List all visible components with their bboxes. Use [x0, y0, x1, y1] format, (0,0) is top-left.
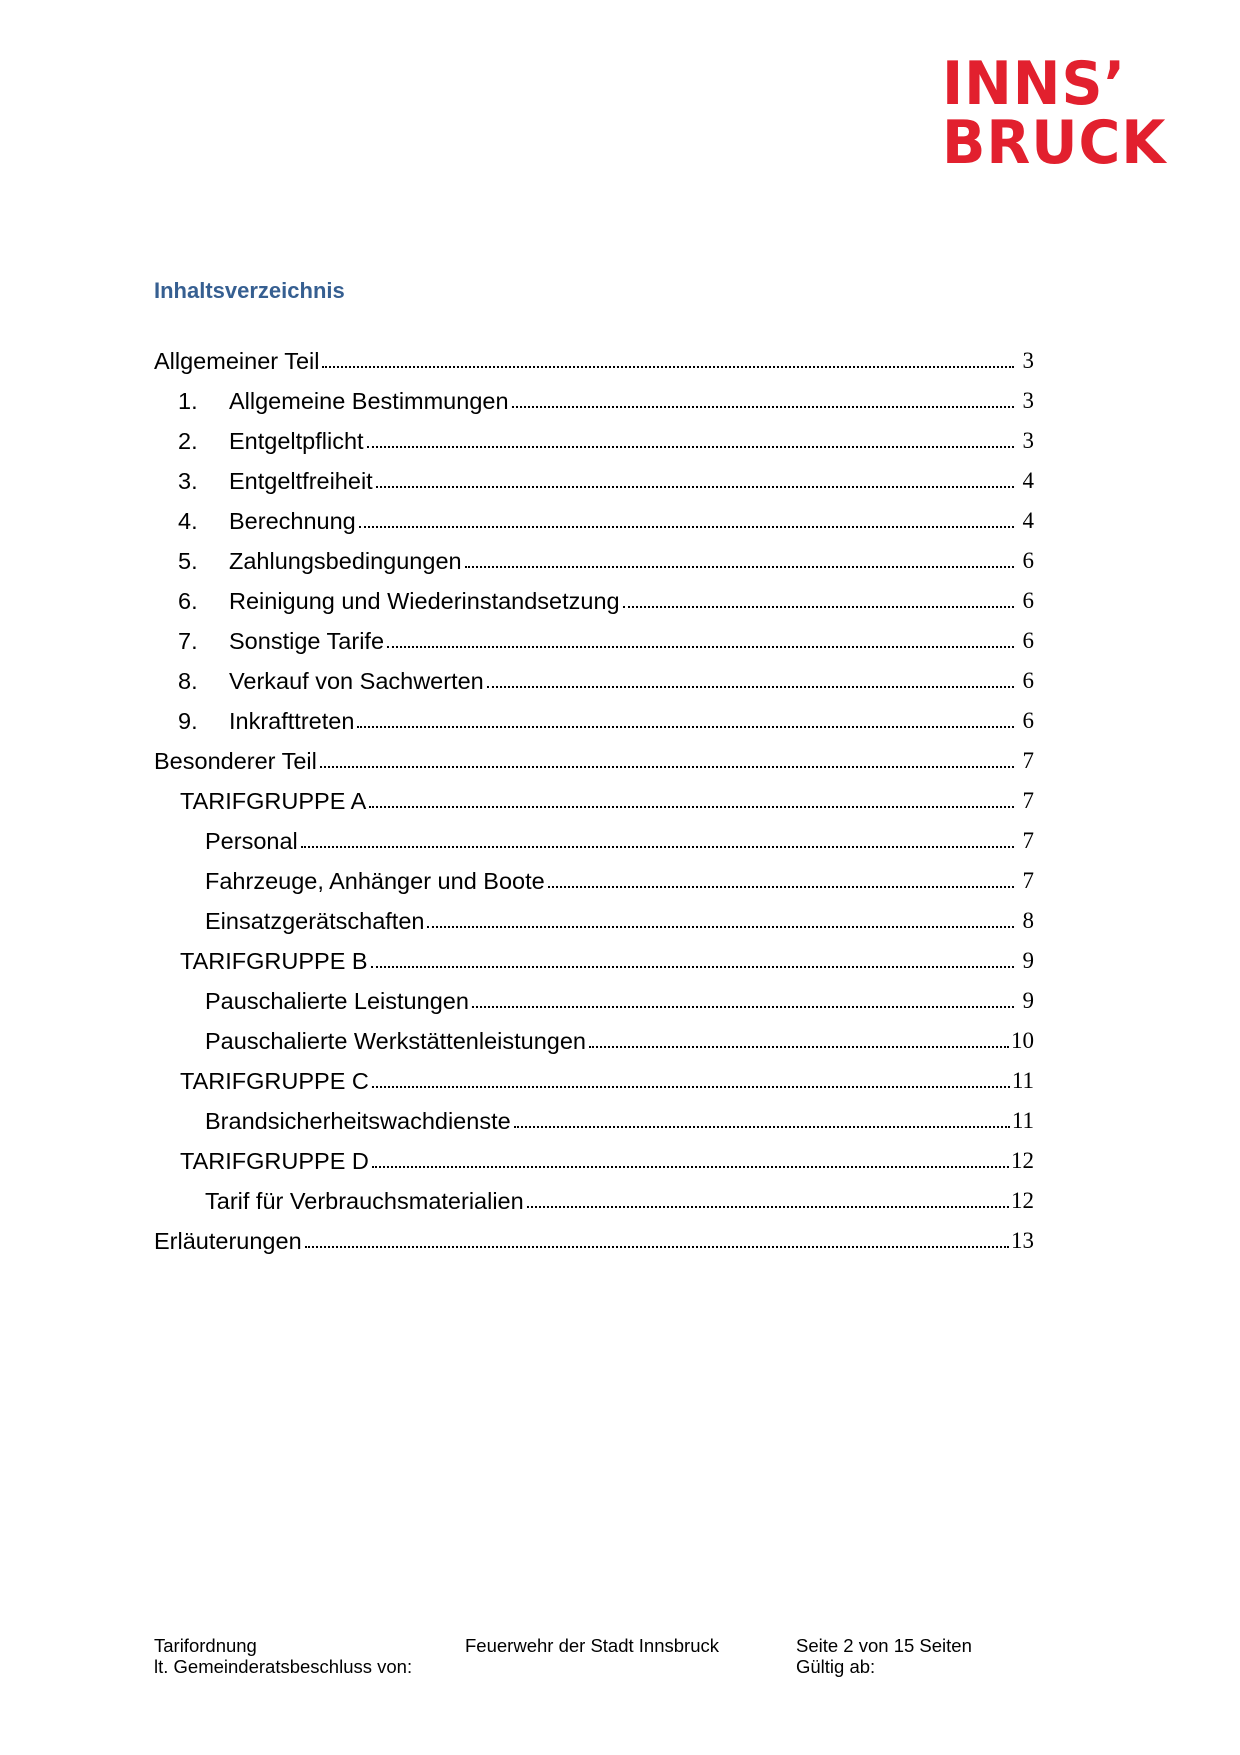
toc-dot-leader: [387, 646, 1014, 648]
toc-entry-label: Entgeltfreiheit: [229, 468, 373, 494]
toc-entry-label: Allgemeiner Teil: [154, 348, 320, 374]
toc-dot-leader: [369, 806, 1014, 808]
toc-entry-page-number: 10: [1011, 1028, 1034, 1053]
toc-dot-leader: [301, 846, 1014, 848]
toc-entry-page-number: 11: [1011, 1068, 1034, 1093]
toc-entry-page-number: 4: [1022, 468, 1034, 493]
toc-entry-page-number: 4: [1022, 508, 1034, 533]
toc-dot-leader: [359, 526, 1014, 528]
logo-line-2: BRUCK: [942, 108, 1167, 178]
toc-dot-leader: [357, 726, 1014, 728]
footer-valid-from: Gültig ab:: [796, 1656, 876, 1677]
toc-entry[interactable]: [154, 615, 1034, 655]
toc-dot-leader: [472, 1006, 1014, 1008]
toc-entry-number: 4.: [178, 508, 198, 534]
toc-entry-page-number: 3: [1022, 348, 1034, 373]
toc-entry[interactable]: [154, 855, 1034, 895]
toc-entry-page-number: 6: [1022, 708, 1034, 733]
toc-dot-leader: [371, 966, 1014, 968]
toc-entry[interactable]: [154, 375, 1034, 415]
toc-entry-label: Fahrzeuge, Anhänger und Boote: [205, 868, 545, 894]
toc-entry-page-number: 7: [1022, 748, 1034, 773]
table-of-contents: [154, 335, 1034, 1255]
toc-dot-leader: [372, 1166, 1009, 1168]
toc-entry[interactable]: [154, 975, 1034, 1015]
toc-entry-page-number: 11: [1011, 1108, 1034, 1133]
logo-line-1: INNS’: [942, 49, 1127, 119]
toc-entry[interactable]: [154, 1015, 1034, 1055]
footer-document-title: Tarifordnung: [154, 1635, 257, 1656]
innsbruck-logo: [942, 49, 1190, 181]
footer-council-resolution: lt. Gemeinderatsbeschluss von:: [154, 1656, 413, 1677]
toc-entry-label: Personal: [205, 828, 298, 854]
toc-entry-label: TARIFGRUPPE D: [180, 1148, 369, 1174]
toc-entry-page-number: 12: [1011, 1148, 1034, 1173]
toc-entry-label: Einsatzgerätschaften: [205, 908, 425, 934]
toc-entry-label: TARIFGRUPPE A: [180, 788, 367, 814]
toc-dot-leader: [427, 926, 1014, 928]
toc-entry-label: Reinigung und Wiederinstandsetzung: [229, 588, 620, 614]
toc-entry-label: Inkrafttreten: [229, 708, 355, 734]
toc-entry-label: Allgemeine Bestimmungen: [229, 388, 509, 414]
toc-entry-label: Berechnung: [229, 508, 356, 534]
toc-dot-leader: [512, 406, 1014, 408]
toc-entry-label: Tarif für Verbrauchsmaterialien: [205, 1188, 524, 1214]
toc-entry-page-number: 7: [1022, 868, 1034, 893]
toc-entry-label: TARIFGRUPPE C: [180, 1068, 369, 1094]
toc-entry-page-number: 3: [1022, 428, 1034, 453]
toc-entry-label: Besonderer Teil: [154, 748, 317, 774]
toc-entry-page-number: 6: [1022, 668, 1034, 693]
toc-entry-label: Pauschalierte Werkstättenleistungen: [205, 1028, 587, 1054]
toc-entry-page-number: 8: [1022, 908, 1034, 933]
toc-entry-number: 1.: [178, 388, 198, 414]
toc-entry[interactable]: [154, 1175, 1034, 1215]
toc-entry-number: 8.: [178, 668, 198, 694]
toc-entry-page-number: 7: [1022, 828, 1034, 853]
toc-entry-label: Erläuterungen: [154, 1228, 302, 1254]
toc-entry[interactable]: [154, 735, 1034, 775]
toc-entry[interactable]: [154, 815, 1034, 855]
toc-entry[interactable]: [154, 415, 1034, 455]
toc-entry[interactable]: [154, 335, 1034, 375]
toc-entry-label: Zahlungsbedingungen: [229, 548, 462, 574]
toc-entry-page-number: 9: [1022, 948, 1034, 973]
toc-entry[interactable]: [154, 695, 1034, 735]
toc-dot-leader: [376, 486, 1014, 488]
toc-entry[interactable]: [154, 1215, 1034, 1255]
toc-entry[interactable]: [154, 535, 1034, 575]
toc-dot-leader: [320, 766, 1014, 768]
toc-entry-number: 5.: [178, 548, 198, 574]
toc-dot-leader: [372, 1086, 1010, 1088]
toc-dot-leader: [487, 686, 1014, 688]
toc-dot-leader: [548, 886, 1014, 888]
toc-entry-number: 6.: [178, 588, 198, 614]
toc-entry[interactable]: [154, 1055, 1034, 1095]
toc-entry-page-number: 13: [1011, 1228, 1034, 1253]
toc-dot-leader: [527, 1206, 1009, 1208]
toc-entry-page-number: 6: [1022, 548, 1034, 573]
toc-entry[interactable]: [154, 495, 1034, 535]
toc-entry-page-number: 7: [1022, 788, 1034, 813]
toc-entry[interactable]: [154, 775, 1034, 815]
toc-entry-number: 2.: [178, 428, 198, 454]
toc-dot-leader: [305, 1246, 1009, 1248]
toc-entry-page-number: 9: [1022, 988, 1034, 1013]
toc-entry-page-number: 12: [1011, 1188, 1034, 1213]
toc-entry[interactable]: [154, 455, 1034, 495]
toc-entry-label: Verkauf von Sachwerten: [229, 668, 484, 694]
toc-entry-number: 7.: [178, 628, 198, 654]
toc-heading: Inhaltsverzeichnis: [154, 278, 345, 303]
toc-entry-page-number: 6: [1022, 628, 1034, 653]
toc-dot-leader: [322, 366, 1014, 368]
toc-entry-label: Entgeltpflicht: [229, 428, 364, 454]
toc-dot-leader: [367, 446, 1014, 448]
toc-dot-leader: [465, 566, 1014, 568]
toc-dot-leader: [589, 1046, 1009, 1048]
toc-entry[interactable]: [154, 935, 1034, 975]
footer-page-number: Seite 2 von 15 Seiten: [796, 1635, 972, 1656]
toc-entry[interactable]: [154, 1135, 1034, 1175]
toc-entry[interactable]: [154, 895, 1034, 935]
toc-entry-label: Brandsicherheitswachdienste: [205, 1108, 511, 1134]
toc-entry-label: TARIFGRUPPE B: [180, 948, 368, 974]
toc-entry[interactable]: [154, 655, 1034, 695]
toc-dot-leader: [623, 606, 1014, 608]
toc-entry[interactable]: [154, 1095, 1034, 1135]
footer-organization: Feuerwehr der Stadt Innsbruck: [465, 1635, 719, 1656]
toc-entry-label: Pauschalierte Leistungen: [205, 988, 469, 1014]
toc-dot-leader: [514, 1126, 1010, 1128]
toc-entry-label: Sonstige Tarife: [229, 628, 385, 654]
toc-entry-page-number: 3: [1022, 388, 1034, 413]
toc-entry-number: 9.: [178, 708, 198, 734]
toc-entry-page-number: 6: [1022, 588, 1034, 613]
toc-entry[interactable]: [154, 575, 1034, 615]
toc-entry-number: 3.: [178, 468, 198, 494]
